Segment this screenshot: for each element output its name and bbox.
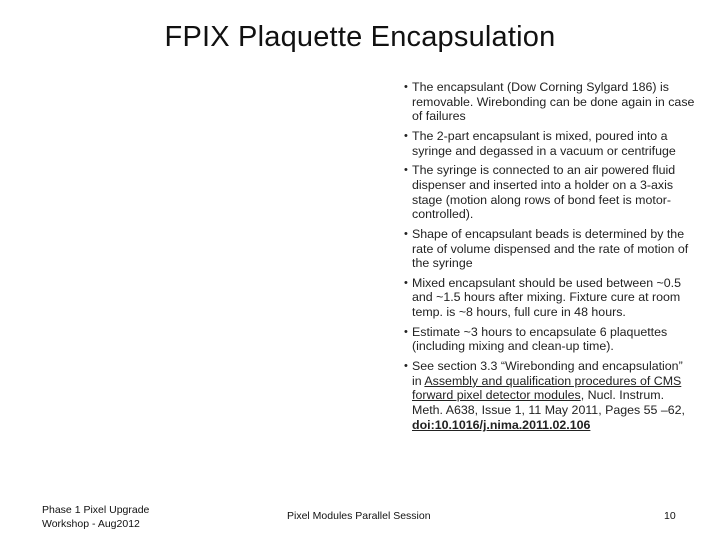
bullet-dot: • [404,164,408,177]
bullet-dot: • [404,129,408,142]
footer-workshop-line1: Phase 1 Pixel Upgrade [42,504,150,516]
reference-text [412,359,695,432]
slide-title: FPIX Plaquette Encapsulation [164,21,556,53]
bullet-dot: • [404,81,408,93]
bullet-text: Shape of encapsulant beads is determined by the rate of volume dispensed and the rate of motion of the syringe [412,226,689,271]
bullet-item [405,325,695,354]
page-number: 10 [664,510,676,522]
bullet-item [405,129,695,158]
footer-session: Pixel Modules Parallel Session [287,510,431,522]
bullet-item [405,163,695,221]
footer-workshop [42,503,182,531]
bullet-text: Estimate ~3 hours to encapsulate 6 plaquettes (including mixing and clean-up time). [412,324,668,354]
bullet-item [405,276,695,320]
bullet-dot: • [404,276,408,289]
bullet-list [405,80,695,437]
bullet-text: The 2-part encapsulant is mixed, poured into a syringe and degassed in a vacuum or centrifuge [412,128,676,158]
bullet-dot: • [404,360,408,373]
bullet-item [405,227,695,271]
bullet-text: Mixed encapsulant should be used between ~0.5 and ~1.5 hours after mixing. Fixture cure at room temp. is ~8 hours, full cure in 48 hours. [412,275,682,320]
bullet-dot: • [404,227,408,240]
doi-link[interactable]: doi:10.1016/j.nima.2011.02.106 [412,417,591,432]
bullet-item [405,80,695,124]
reference-citation: , Nucl. Instrum. Meth. A638, Issue 1, 11 May 2011, Pages 55 –62, [412,388,686,417]
bullet-text: The syringe is connected to an air powered fluid dispenser and inserted into a holder on a 3-axis stage (motion along rows of bond feet is motor-controlled). [412,163,676,222]
footer-workshop-line2: Workshop - Aug2012 [42,518,140,530]
bullet-text: The encapsulant (Dow Corning Sylgard 186) is removable. Wirebonding can be done again in case of failures [412,80,695,124]
reference-link[interactable]: Assembly and qualification procedures of CMS forward pixel detector modules [412,373,682,403]
reference-prefix: See section 3.3 “Wirebonding and encapsulation” in [412,359,683,388]
bullet-item-reference [405,359,695,432]
bullet-dot: • [404,325,408,338]
